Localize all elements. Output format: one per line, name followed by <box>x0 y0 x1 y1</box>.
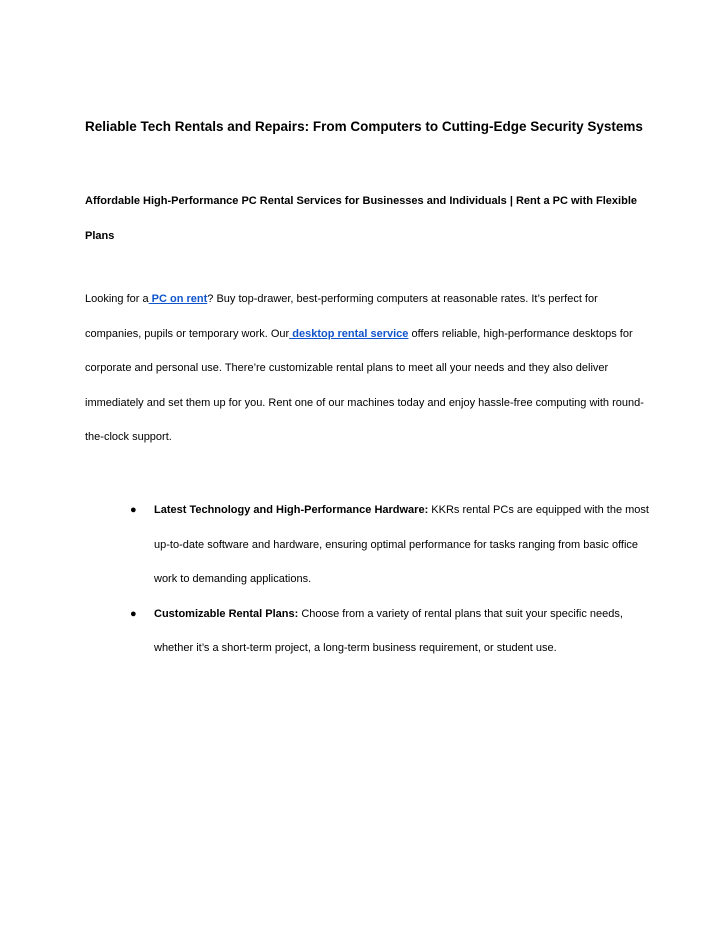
feature-text: KKRs rental PCs are equipped with the most up-to-date software and hardware, ensuring optimal performance for tasks ranging from basic office work to demanding applications. <box>154 504 649 585</box>
intro-text-1: Looking for a <box>85 293 149 305</box>
pc-on-rent-link[interactable]: PC on rent <box>148 293 208 305</box>
feature-heading: Latest Technology and High-Performance Hardware: <box>154 504 429 516</box>
bullet-icon: ● <box>130 504 137 516</box>
intro-text-2: ? Buy top-drawer, best-performing computers at reasonable rates. It’s perfect for companies, pupils or temporary work. Our <box>85 293 598 340</box>
document-subtitle: Affordable High-Performance PC Rental Services for Businesses and Individuals | Rent a PC with Flexible Plans <box>85 195 637 242</box>
feature-list-item <box>130 493 650 597</box>
feature-list <box>130 493 650 666</box>
document-title: Reliable Tech Rentals and Repairs: From Computers to Cutting-Edge Security Systems <box>85 119 643 134</box>
intro-paragraph <box>85 282 645 455</box>
feature-list-item <box>130 597 650 666</box>
bullet-icon: ● <box>130 607 137 620</box>
desktop-rental-service-link[interactable]: desktop rental service <box>289 327 409 340</box>
feature-text: Choose from a variety of rental plans that suit your specific needs, whether it’s a short-term project, a long-term business requirement, or student use. <box>154 607 623 654</box>
intro-text-3: offers reliable, high-performance desktops for corporate and personal use. There’re customizable rental plans to meet all your needs and they also deliver immediately and set them up for you. Rent one of our machines today and enjoy hassle-free computing with round-the-clock support. <box>85 327 644 443</box>
feature-heading: Customizable Rental Plans: <box>154 607 299 620</box>
